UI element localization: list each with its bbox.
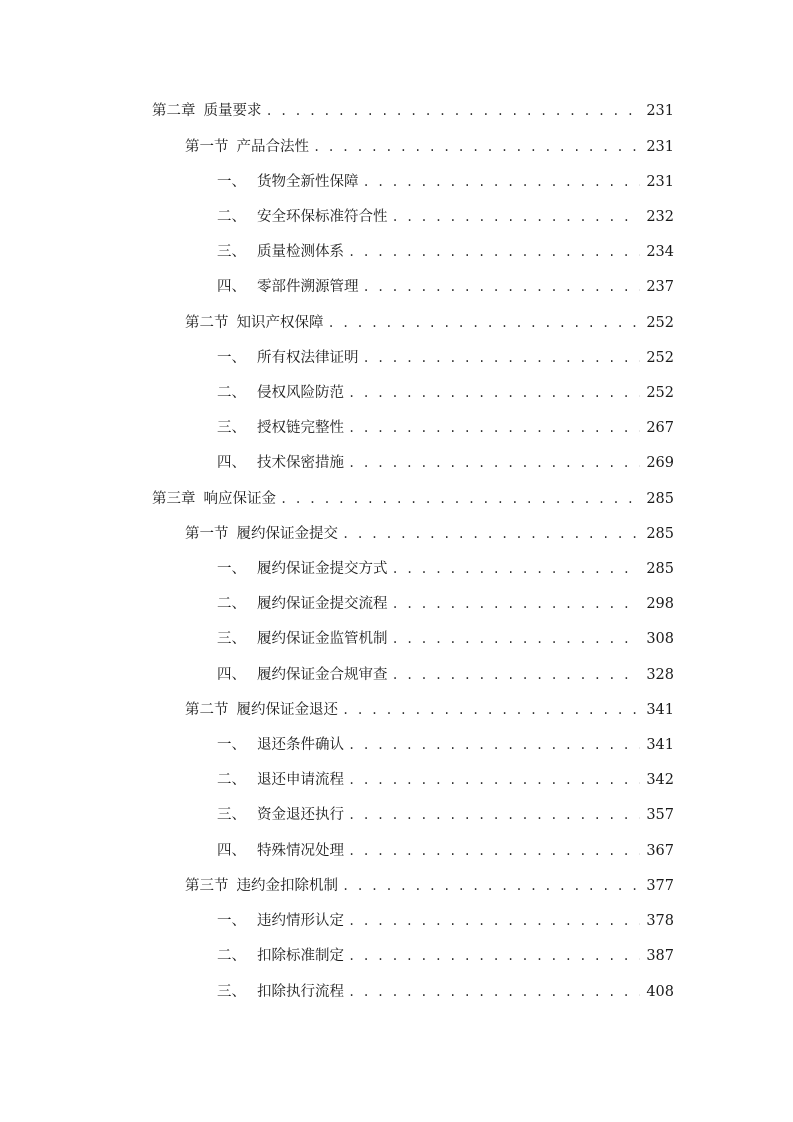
toc-entry-subsection[interactable] — [217, 627, 674, 651]
toc-entry-title: 零部件溯源管理 — [257, 279, 359, 295]
toc-entry-subsection[interactable] — [217, 733, 674, 757]
toc-leader-dots — [348, 416, 640, 440]
toc-entry-subsection[interactable] — [217, 170, 674, 194]
toc-entry-page: 298 — [646, 596, 674, 612]
toc-entry-chapter[interactable] — [152, 99, 674, 123]
toc-entry-title: 安全环保标准符合性 — [257, 209, 388, 225]
toc-entry-number: 四、 — [217, 667, 246, 683]
toc-leader-dots — [348, 803, 640, 827]
toc-leader-dots — [363, 170, 641, 194]
toc-entry-title: 授权链完整性 — [257, 420, 344, 436]
toc-entry-page: 387 — [646, 948, 674, 964]
toc-entry-title: 货物全新性保障 — [257, 174, 359, 190]
toc-leader-dots — [363, 275, 641, 299]
toc-entry-title: 违约金扣除机制 — [236, 878, 338, 894]
toc-entry-number: 第三章 — [152, 491, 196, 507]
toc-entry-subsection[interactable] — [217, 839, 674, 863]
toc-entry-page: 232 — [646, 209, 674, 225]
toc-entry-title: 特殊情况处理 — [257, 843, 344, 859]
toc-entry-number: 一、 — [217, 350, 246, 366]
toc-entry-section[interactable] — [185, 135, 674, 159]
toc-entry-number: 第二节 — [185, 702, 229, 718]
toc-leader-dots — [266, 99, 641, 123]
toc-entry-number: 二、 — [217, 948, 246, 964]
toc-entry-title: 履约保证金提交流程 — [257, 596, 388, 612]
toc-entry-page: 231 — [646, 139, 674, 155]
toc-entry-page: 267 — [646, 420, 674, 436]
toc-leader-dots — [342, 698, 640, 722]
toc-leader-dots — [342, 522, 640, 546]
toc-leader-dots — [348, 451, 640, 475]
toc-entry-page: 367 — [646, 843, 674, 859]
toc-leader-dots — [348, 944, 640, 968]
toc-leader-dots — [392, 663, 641, 687]
toc-leader-dots — [392, 557, 641, 581]
toc-entry-title: 扣除执行流程 — [257, 984, 344, 1000]
toc-entry-number: 第一节 — [185, 526, 229, 542]
toc-entry-number: 四、 — [217, 279, 246, 295]
toc-leader-dots — [280, 487, 640, 511]
toc-entry-title: 响应保证金 — [203, 491, 276, 507]
toc-entry-subsection[interactable] — [217, 381, 674, 405]
toc-entry-page: 408 — [646, 984, 674, 1000]
toc-entry-subsection[interactable] — [217, 768, 674, 792]
toc-entry-title: 技术保密措施 — [257, 455, 344, 471]
toc-entry-subsection[interactable] — [217, 909, 674, 933]
toc-leader-dots — [348, 733, 640, 757]
toc-leader-dots — [328, 311, 641, 335]
toc-entry-title: 所有权法律证明 — [257, 350, 359, 366]
toc-entry-number: 四、 — [217, 455, 246, 471]
toc-entry-page: 308 — [646, 631, 674, 647]
toc-entry-number: 二、 — [217, 385, 246, 401]
toc-entry-subsection[interactable] — [217, 557, 674, 581]
toc-entry-title: 质量检测体系 — [257, 244, 344, 260]
toc-entry-number: 第二章 — [152, 103, 196, 119]
toc-entry-subsection[interactable] — [217, 980, 674, 1004]
toc-entry-title: 侵权风险防范 — [257, 385, 344, 401]
toc-entry-subsection[interactable] — [217, 592, 674, 616]
toc-entry-page: 342 — [646, 772, 674, 788]
toc-entry-section[interactable] — [185, 311, 674, 335]
toc-entry-title: 退还申请流程 — [257, 772, 344, 788]
toc-entry-title: 履约保证金提交 — [236, 526, 338, 542]
toc-entry-number: 四、 — [217, 843, 246, 859]
toc-entry-subsection[interactable] — [217, 240, 674, 264]
toc-entry-page: 357 — [646, 807, 674, 823]
toc-entry-title: 扣除标准制定 — [257, 948, 344, 964]
toc-entry-number: 一、 — [217, 737, 246, 753]
toc-entry-number: 第二节 — [185, 315, 229, 331]
toc-leader-dots — [348, 240, 640, 264]
toc-entry-page: 252 — [646, 315, 674, 331]
toc-entry-number: 二、 — [217, 209, 246, 225]
toc-entry-number: 三、 — [217, 631, 246, 647]
toc-entry-title: 产品合法性 — [236, 139, 309, 155]
toc-entry-subsection[interactable] — [217, 416, 674, 440]
toc-entry-page: 378 — [646, 913, 674, 929]
toc-entry-number: 二、 — [217, 596, 246, 612]
toc-entry-title: 退还条件确认 — [257, 737, 344, 753]
toc-entry-page: 341 — [646, 702, 674, 718]
toc-entry-page: 269 — [646, 455, 674, 471]
toc-entry-title: 履约保证金合规审查 — [257, 667, 388, 683]
toc-entry-page: 285 — [646, 526, 674, 542]
toc-entry-subsection[interactable] — [217, 803, 674, 827]
toc-entry-page: 285 — [646, 561, 674, 577]
toc-entry-subsection[interactable] — [217, 275, 674, 299]
toc-entry-number: 三、 — [217, 420, 246, 436]
toc-entry-title: 履约保证金提交方式 — [257, 561, 388, 577]
toc-leader-dots — [348, 980, 640, 1004]
toc-entry-title: 履约保证金退还 — [236, 702, 338, 718]
toc-entry-page: 252 — [646, 350, 674, 366]
toc-entry-number: 一、 — [217, 174, 246, 190]
toc-entry-title: 资金退还执行 — [257, 807, 344, 823]
toc-leader-dots — [348, 909, 640, 933]
toc-entry-page: 252 — [646, 385, 674, 401]
toc-entry-page: 231 — [646, 103, 674, 119]
toc-entry-page: 285 — [646, 491, 674, 507]
toc-entry-page: 377 — [646, 878, 674, 894]
toc-entry-page: 231 — [646, 174, 674, 190]
toc-entry-number: 第三节 — [185, 878, 229, 894]
toc-entry-number: 二、 — [217, 772, 246, 788]
toc-entry-number: 一、 — [217, 913, 246, 929]
toc-entry-subsection[interactable] — [217, 346, 674, 370]
toc-entry-section[interactable] — [185, 698, 674, 722]
toc-leader-dots — [392, 592, 641, 616]
toc-entry-number: 三、 — [217, 244, 246, 260]
toc-leader-dots — [348, 381, 640, 405]
toc-leader-dots — [363, 346, 641, 370]
toc-entry-page: 341 — [646, 737, 674, 753]
toc-entry-subsection[interactable] — [217, 663, 674, 687]
toc-entry-title: 质量要求 — [203, 103, 262, 119]
toc-leader-dots — [348, 768, 640, 792]
toc-leader-dots — [392, 205, 641, 229]
toc-entry-title: 违约情形认定 — [257, 913, 344, 929]
toc-entry-title: 知识产权保障 — [236, 315, 324, 331]
toc-entry-page: 237 — [646, 279, 674, 295]
toc-entry-number: 三、 — [217, 984, 246, 1000]
toc-entry-number: 第一节 — [185, 139, 229, 155]
toc-leader-dots — [348, 839, 640, 863]
toc-entry-number: 三、 — [217, 807, 246, 823]
toc-leader-dots — [392, 627, 641, 651]
toc-entry-subsection[interactable] — [217, 451, 674, 475]
toc-leader-dots — [342, 874, 640, 898]
toc-entry-subsection[interactable] — [217, 944, 674, 968]
toc-entry-section[interactable] — [185, 874, 674, 898]
toc-entry-number: 一、 — [217, 561, 246, 577]
toc-entry-page: 234 — [646, 244, 674, 260]
toc-entry-section[interactable] — [185, 522, 674, 546]
toc-entry-title: 履约保证金监管机制 — [257, 631, 388, 647]
toc-entry-page: 328 — [646, 667, 674, 683]
toc-leader-dots — [313, 135, 640, 159]
toc-entry-subsection[interactable] — [217, 205, 674, 229]
toc-entry-chapter[interactable] — [152, 487, 674, 511]
